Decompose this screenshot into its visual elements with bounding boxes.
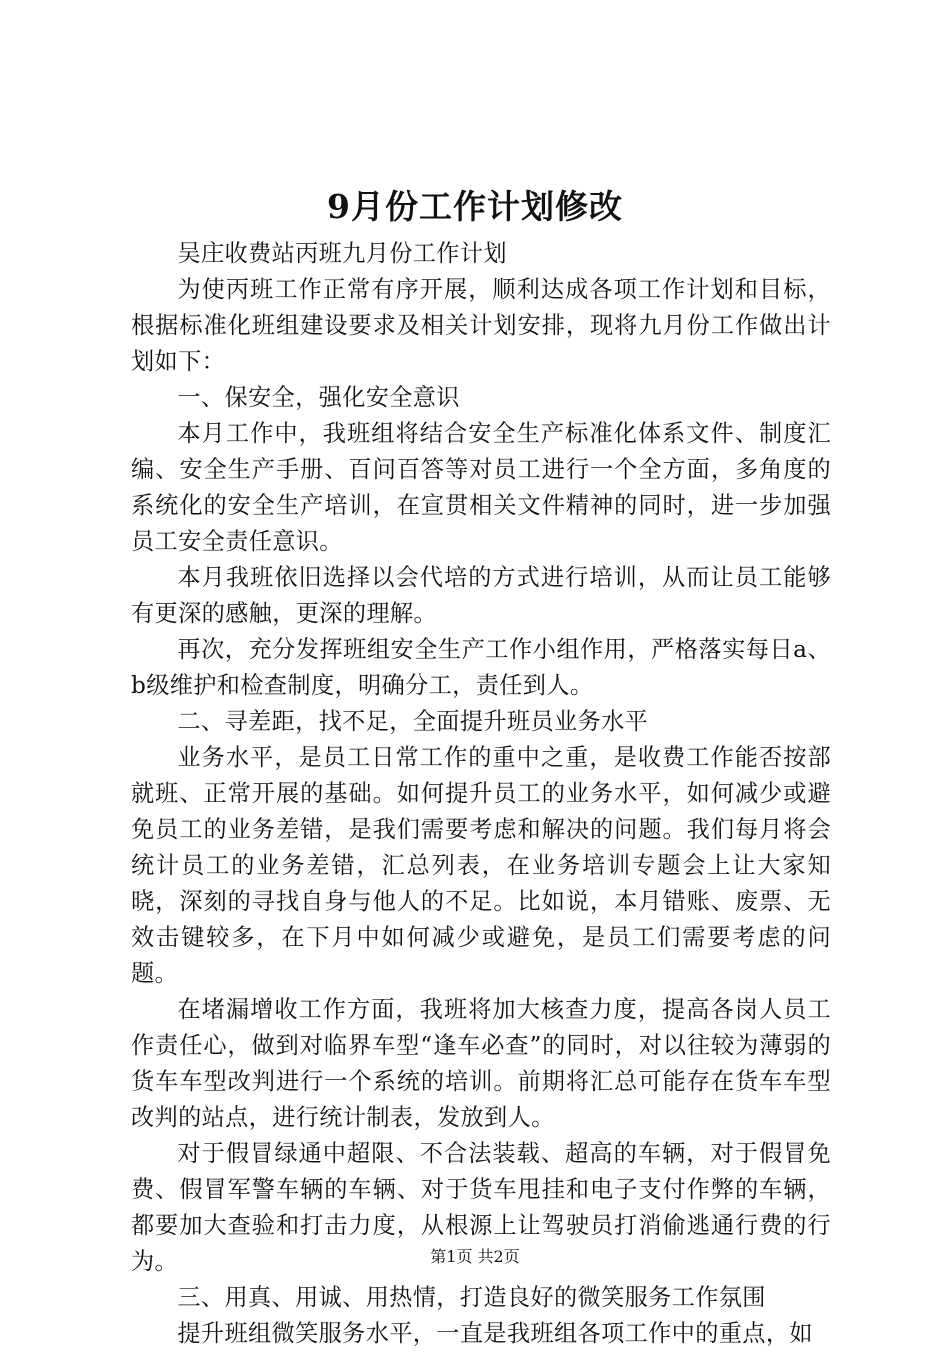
document-body: [131, 236, 831, 1352]
paragraph: 本月工作中，我班组将结合安全生产标准化体系文件、制度汇编、安全生产手册、百问百答等对员工进行一个全方面，多角度的系统化的安全生产培训，在宣贯相关文件精神的同时，进一步加强员工安全责任意识。: [131, 420, 831, 555]
paragraph: 为使丙班工作正常有序开展，顺利达成各项工作计划和目标，根据标准化班组建设要求及相关计划安排，现将九月份工作做出计划如下：: [131, 276, 831, 375]
document-title: 9月份工作计划修改: [327, 187, 623, 226]
section-heading: 二、寻差距，找不足，全面提升班员业务水平: [177, 708, 649, 735]
paragraph: 在堵漏增收工作方面，我班将加大核查力度，提高各岗人员工作责任心，做到对临界车型“逢车必查”的同时，对以往较为薄弱的货车车型改判进行一个系统的培训。前期将汇总可能存在货车车型改判的站点，进行统计制表，发放到人。: [131, 996, 831, 1131]
paragraph: 对于假冒绿通中超限、不合法装载、超高的车辆，对于假冒免费、假冒军警车辆的车辆、对于货车甩挂和电子支付作弊的车辆，都要加大查验和打击力度，从根源上让驾驶员打消偷逃通行费的行为。: [131, 1140, 831, 1275]
paragraph: 提升班组微笑服务水平，一直是我班组各项工作中的重点，如: [177, 1320, 813, 1347]
section-heading: 一、保安全，强化安全意识: [177, 384, 460, 411]
paragraph: 吴庄收费站丙班九月份工作计划: [177, 240, 507, 267]
section-heading: 三、用真、用诚、用热情，打造良好的微笑服务工作氛围: [177, 1284, 766, 1311]
paragraph: 业务水平，是员工日常工作的重中之重，是收费工作能否按部就班、正常开展的基础。如何提升员工的业务水平，如何减少或避免员工的业务差错，是我们需要考虑和解决的问题。我们每月将会统计员工的业务差错，汇总列表，在业务培训专题会上让大家知晓，深刻的寻找自身与他人的不足。比如说，本月错账、废票、无效击键较多，在下月中如何减少或避免，是员工们需要考虑的问题。: [131, 744, 831, 987]
page-footer: 第1页 共2页: [430, 1247, 520, 1266]
paragraph: 本月我班依旧选择以会代培的方式进行培训，从而让员工能够有更深的感触，更深的理解。: [131, 564, 831, 627]
paragraph: 再次，充分发挥班组安全生产工作小组作用，严格落实每日a、b级维护和检查制度，明确分工，责任到人。: [131, 636, 831, 699]
